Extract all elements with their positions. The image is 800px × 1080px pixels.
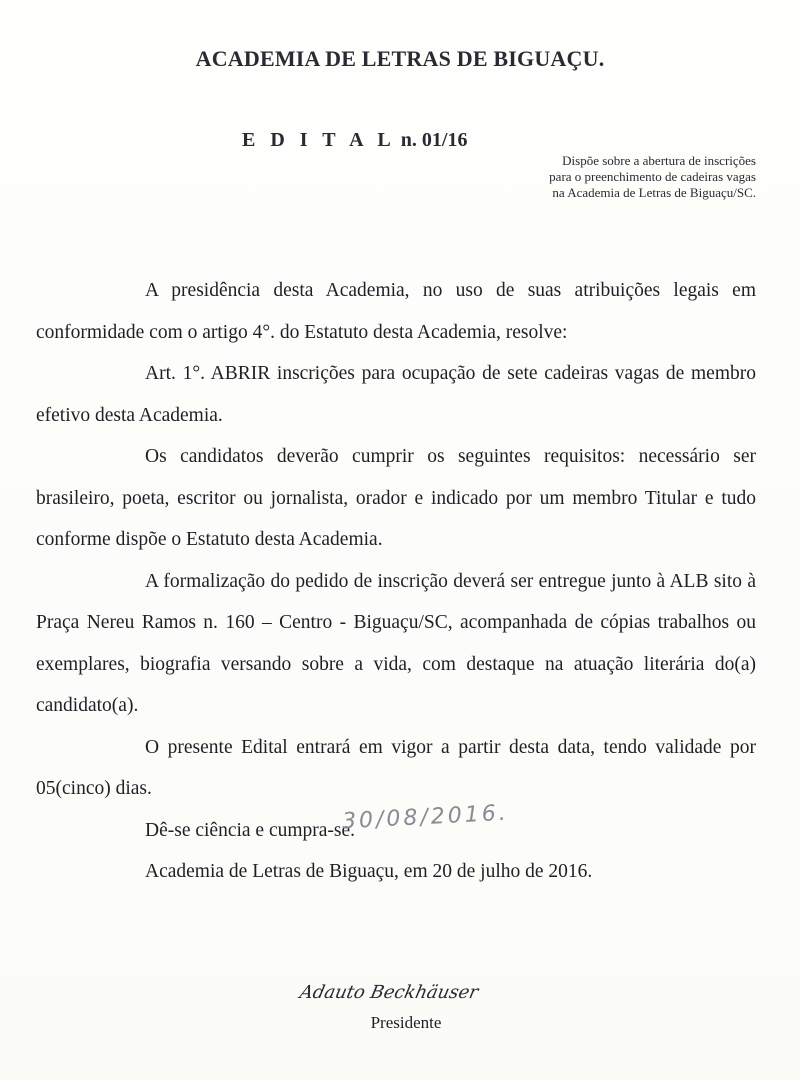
paragraph-preamble: A presidência desta Academia, no uso de suas atribuições legais em conformidade com o artigo 4°. do Estatuto desta Academia, resolve: (36, 280, 756, 343)
edital-summary (456, 153, 756, 201)
summary-line: para o preenchimento de cadeiras vagas (549, 169, 756, 184)
signer-role: Presidente (370, 1013, 442, 1032)
summary-line: Dispõe sobre a abertura de inscrições (562, 153, 756, 168)
edital-word: E D I T A L (242, 129, 396, 151)
edital-number: n. 01/16 (400, 129, 468, 151)
document-title: ACADEMIA DE LETRAS DE BIGUAÇU. (195, 46, 605, 71)
paragraph-article-1: Art. 1°. ABRIR inscrições para ocupação de sete cadeiras vagas de membro efetivo desta Academia. (36, 363, 756, 426)
document-body (36, 270, 756, 893)
paragraph-formalization: A formalização do pedido de inscrição deverá ser entregue junto à ALB sito à Praça Nereu Ramos n. 160 – Centro - Biguaçu/SC, acompanhada de cópias trabalhos ou exemplares, biografia versando sobre a vida, com destaque na atuação literária do(a) candidato(a). (36, 570, 756, 716)
paragraph-validity: O presente Edital entrará em vigor a partir desta data, tendo validade por 05(cinco) dias. (36, 736, 756, 799)
signature (297, 982, 520, 1012)
paragraph-place-date: Academia de Letras de Biguaçu, em 20 de julho de 2016. (145, 861, 593, 882)
paragraph-requirements: Os candidatos deverão cumprir os seguintes requisitos: necessário ser brasileiro, poeta, escritor ou jornalista, orador e indicado por um membro Titular e tudo conforme dispõe o Estatuto desta Academia. (36, 446, 756, 550)
paragraph-closing: Dê-se ciência e cumpra-se. (145, 819, 356, 841)
handwritten-date-note: 30/08/2016. (341, 800, 510, 835)
signature-name: Adauto Beckhäuser (297, 982, 481, 1003)
summary-line: na Academia de Letras de Biguaçu/SC. (552, 185, 756, 200)
edital-heading (242, 129, 467, 152)
